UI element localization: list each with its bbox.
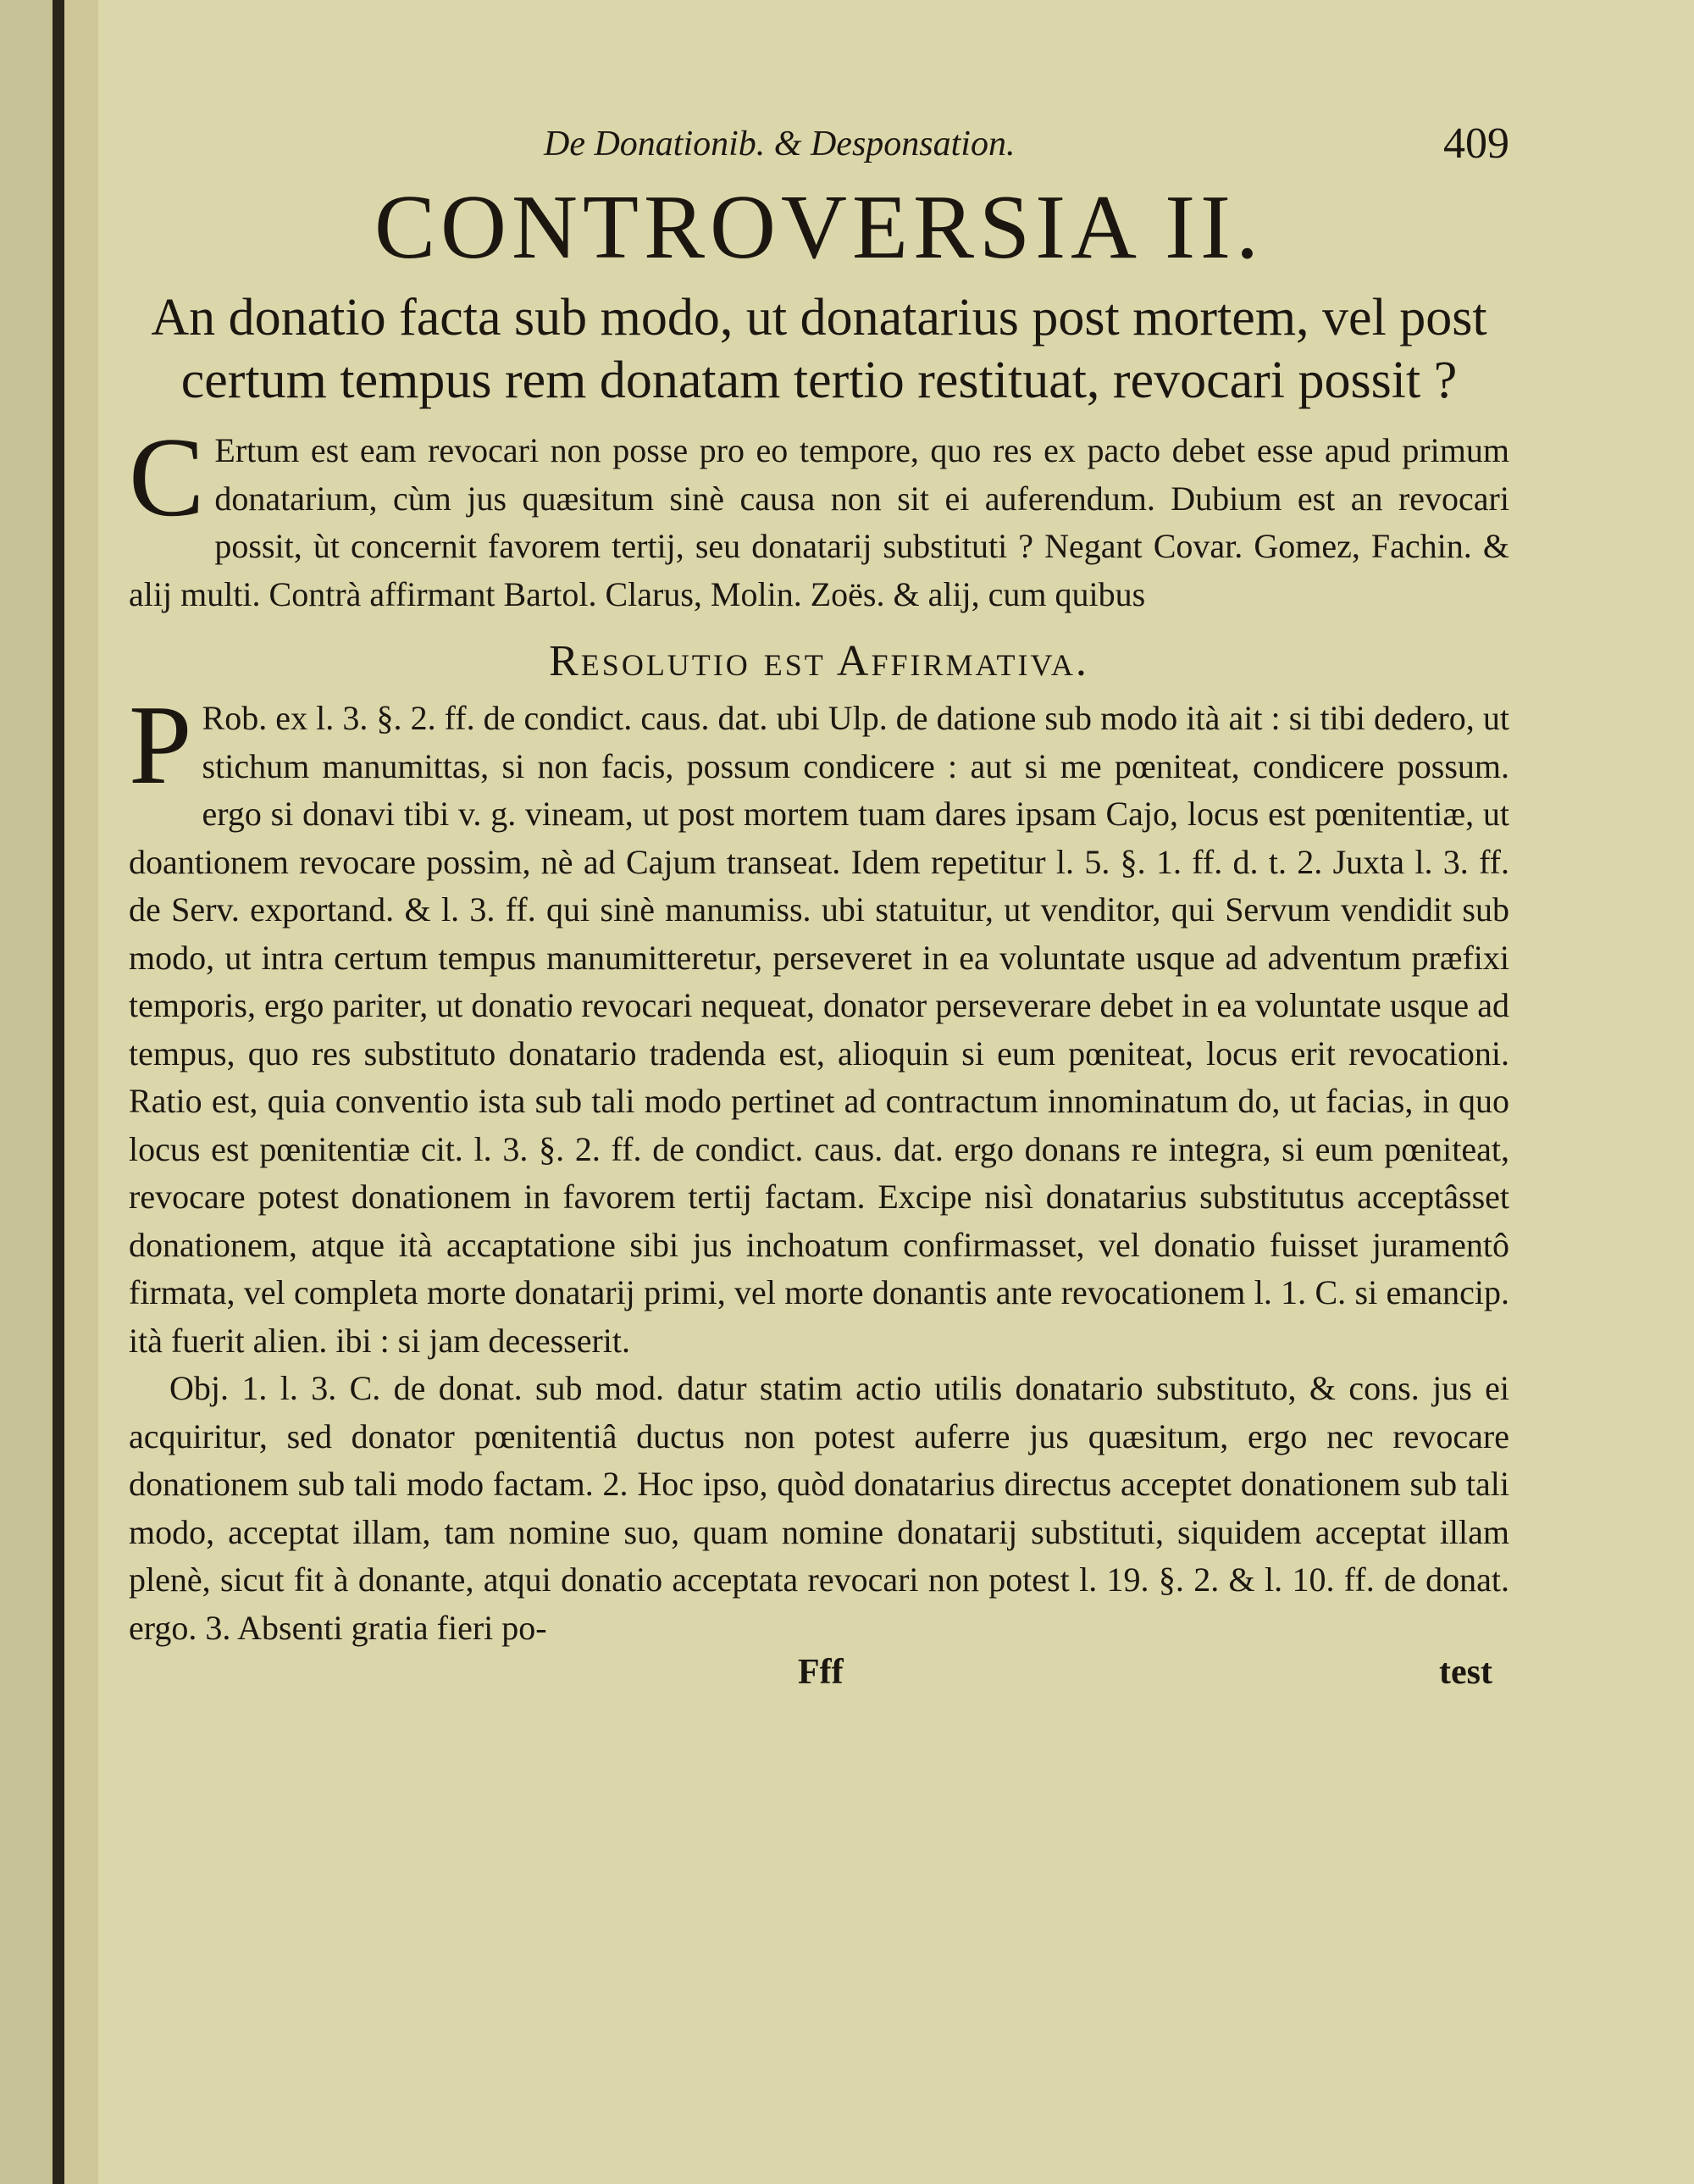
page-footer bbox=[129, 1652, 1509, 1703]
binding-edge bbox=[53, 0, 64, 2184]
resolution-heading: Resolutio est Affirmativa. bbox=[549, 637, 1089, 685]
intro-text: Ertum est eam revocari non posse pro eo tempore, quo res ex pacto debet esse apud primum donatarium, cùm jus quæsitum sinè causa non sit ei auferendum. Dubium est an revocari possit, ùt concernit favorem tertij, seu donatarij substituti ? Negant Covar. Gomez, Fachin. & alij multi. Contrà affirmant Bartol. Clarus, Molin. Zoës. & alij, cum quibus bbox=[129, 431, 1509, 613]
proof-dropcap: P bbox=[129, 682, 192, 807]
proof-paragraph bbox=[129, 682, 1509, 1365]
objection-paragraph: Obj. 1. l. 3. C. de donat. sub mod. datur statim actio utilis donatario substituto, & cons. jus ei acquiritur, sed donator pœnitentiâ ductus non potest auferre jus quæsitum, ergo nec revocare donationem sub tali modo factam. 2. Hoc ipso, quòd donatarius directus acceptet donationem sub tali modo, acceptat illam, tam nomine suo, quam nomine donatarij substituti, siquidem acceptat illam plenè, sicut fit à donante, atqui donatio acceptata revocari non potest l. 19. §. 2. & l. 10. ff. de donat. ergo. 3. Absenti gratia fieri po- bbox=[129, 1369, 1509, 1647]
page-number: 409 bbox=[1443, 119, 1509, 168]
proof-text: Rob. ex l. 3. §. 2. ff. de condict. caus. dat. ubi Ulp. de datione sub modo ità ait : si tibi dedero, ut stichum manumittas, si non facis, possum condicere : aut si me pœniteat, condicere possum. ergo si donavi tibi v. g. vineam, ut post mortem tuam dares ipsam Cajo, locus est pœnitentiæ, ut doantionem revocare possim, nè ad Cajum transeat. Idem repetitur l. 5. §. 1. ff. d. t. 2. Juxta l. 3. ff. de Serv. exportand. & l. 3. ff. qui sinè manumiss. ubi statuitur, ut venditor, qui Servum vendidit sub modo, ut intra certum tempus manumitteretur, perseveret in ea voluntate usque ad adventum præfixi temporis, ergo pariter, ut donatio revocari nequeat, donator perseverare debet in ea voluntate usque ad tempus, quo res substituto donatario tradenda est, alioquin si eum pœniteat, locus erit revocationi. Ratio est, quia conventio ista sub tali modo pertinet ad contractum innominatum do, ut facias, in quo locus est pœnitentiæ cit. l. 3. §. 2. ff. de condict. caus. dat. ergo donans re integra, si eum pœniteat, revocare potest donationem in favorem tertij factam. Excipe nisì donatarius substitutus acceptâsset donationem, atque ità accaptatione sibi jus inchoatum confirmasset, vel donatio fuisset juramentô firmata, vel completa morte donatarij primi, vel morte donantis ante revocationem l. 1. C. si emancip. ità fuerit alien. ibi : si jam decesserit. bbox=[129, 699, 1509, 1360]
gutter-shadow bbox=[64, 0, 98, 2184]
question-heading: An donatio facta sub modo, ut donatarius post mortem, vel post certum tempus rem donatam tertio restituat, revocari possit ? bbox=[151, 289, 1487, 409]
text-block bbox=[129, 119, 1509, 1703]
intro-paragraph bbox=[129, 414, 1509, 618]
catchword: test bbox=[1439, 1653, 1492, 1692]
page-title: CONTROVERSIA II. bbox=[374, 177, 1265, 278]
running-head bbox=[129, 119, 1509, 178]
page-gutter bbox=[0, 0, 53, 2184]
running-title: De Donationib. & Desponsation. bbox=[544, 125, 1016, 164]
signature-mark: Fff bbox=[798, 1653, 844, 1692]
intro-dropcap: C bbox=[129, 414, 205, 540]
